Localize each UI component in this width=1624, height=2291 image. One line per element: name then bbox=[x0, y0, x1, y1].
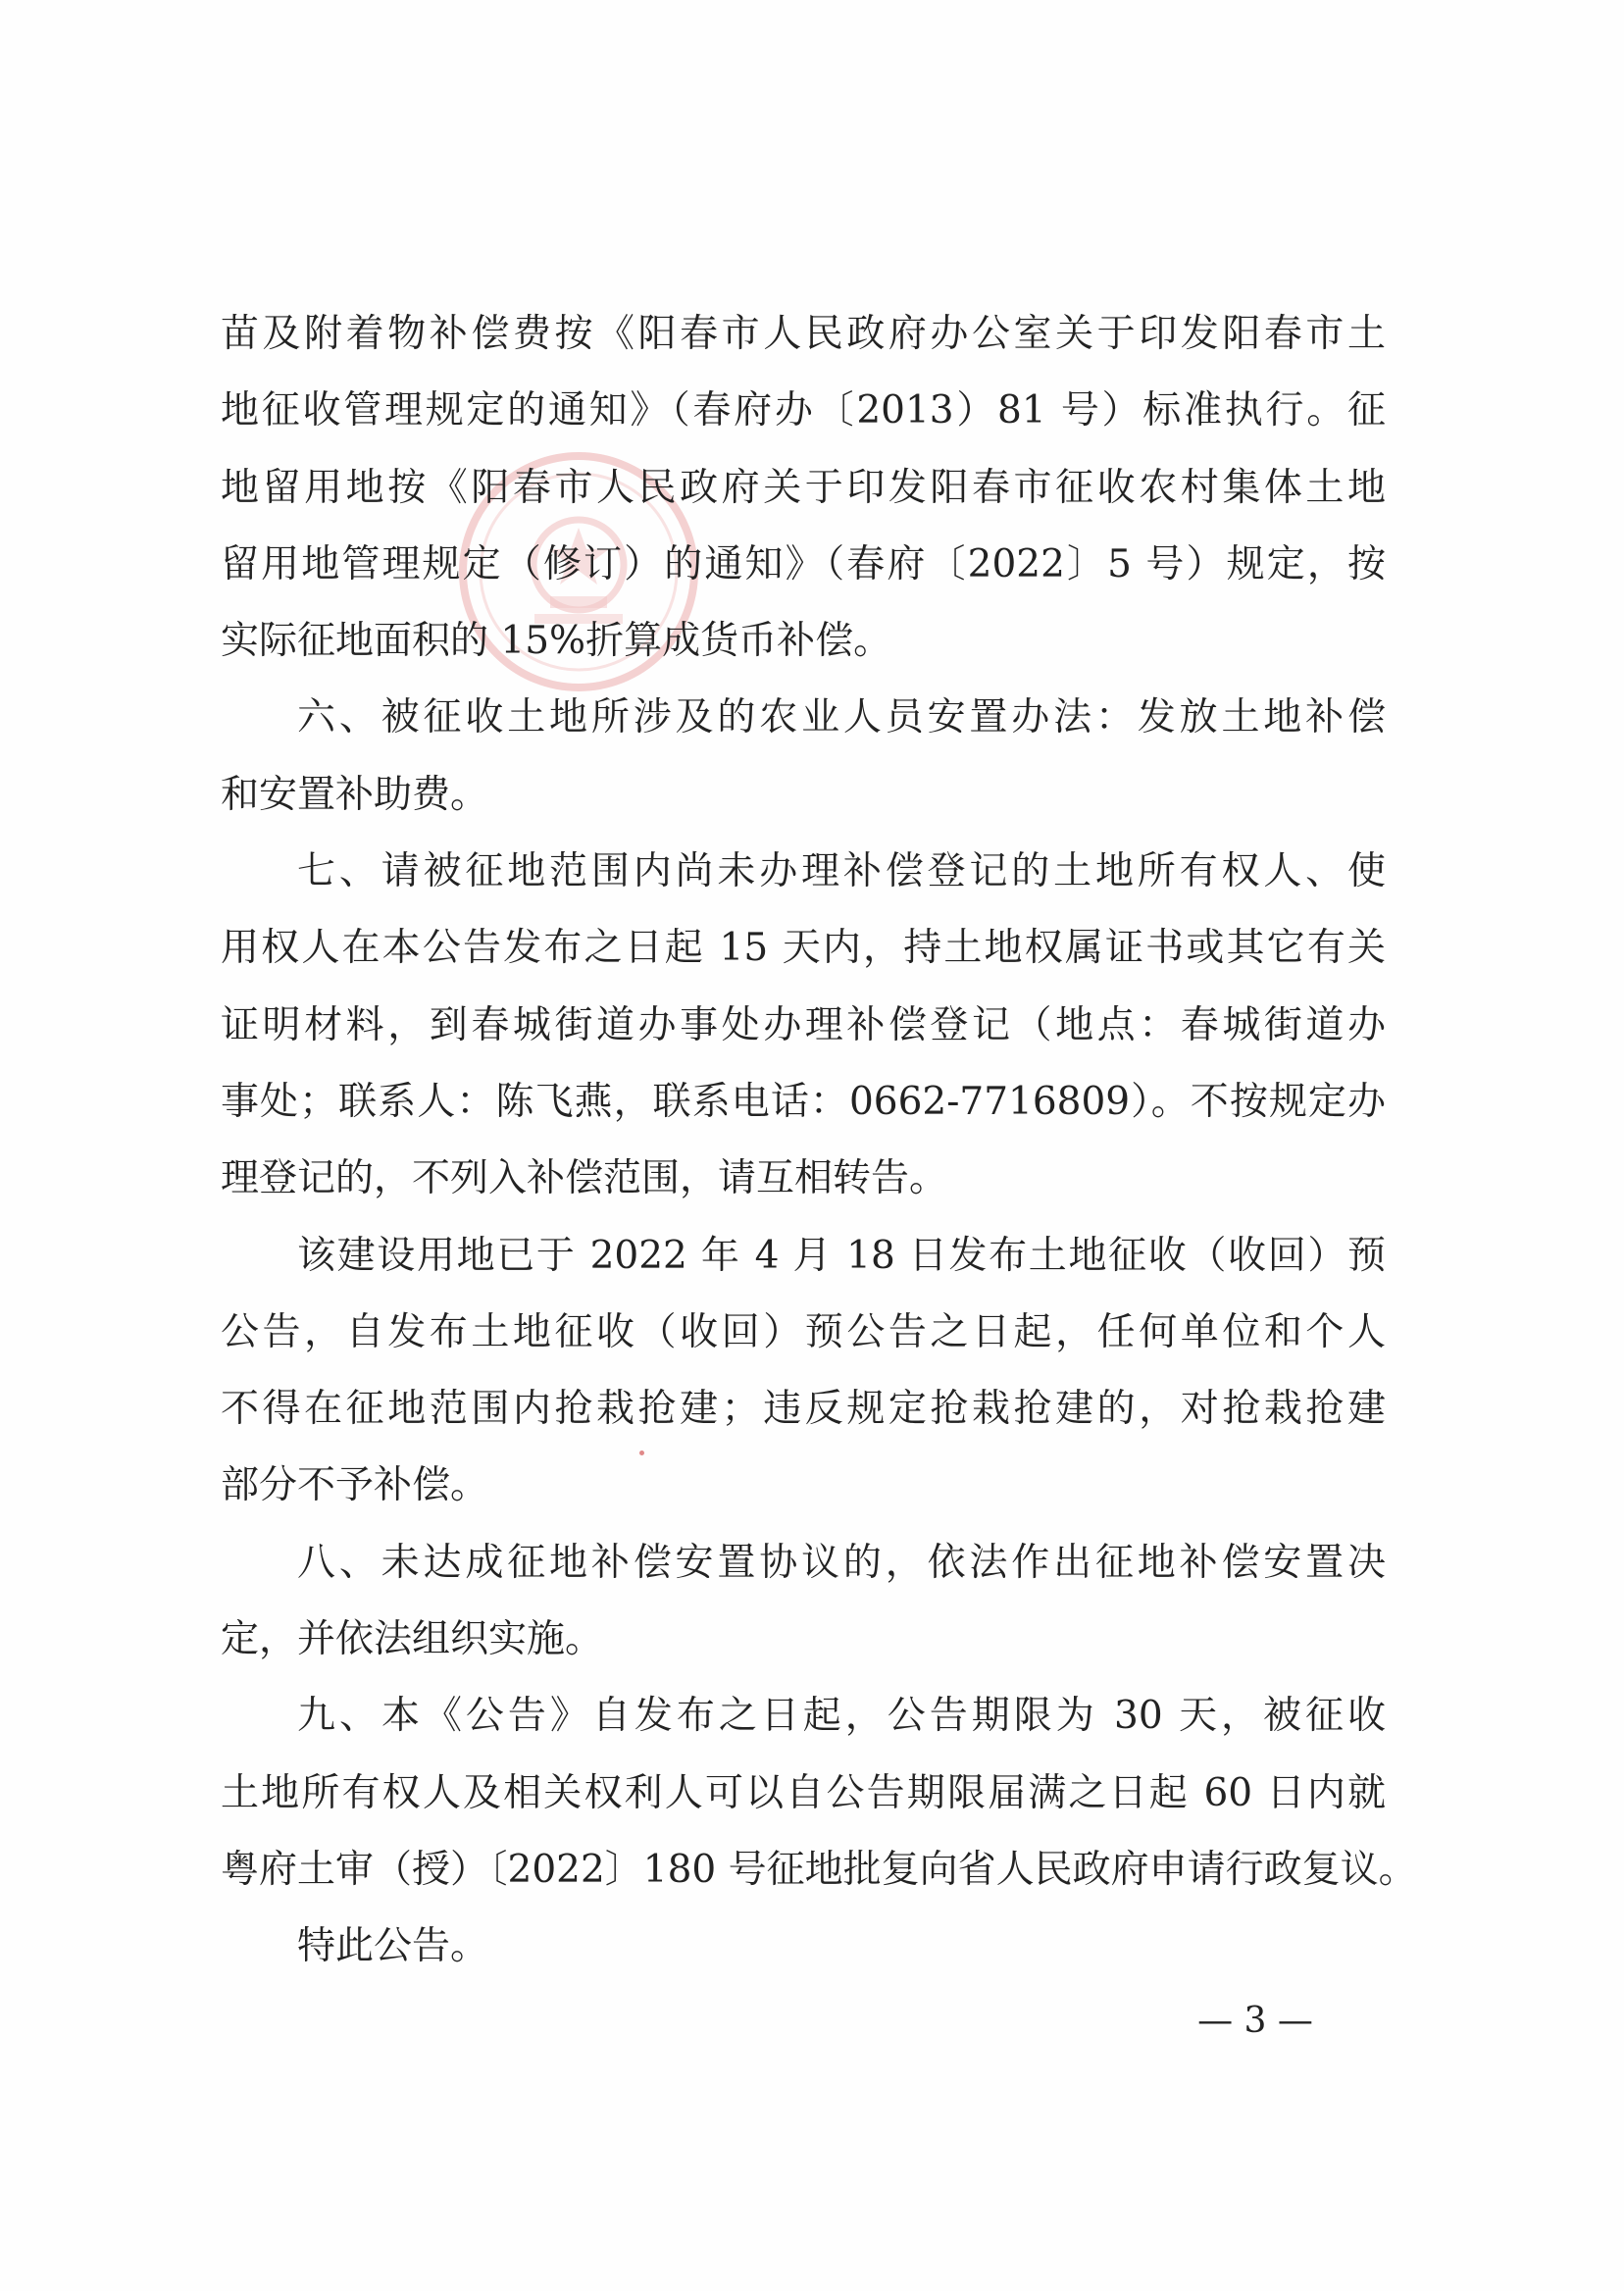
paragraph-line: 六、被征收土地所涉及的农业人员安置办法：发放土地补偿 bbox=[297, 695, 1386, 740]
paragraph bbox=[221, 296, 1386, 680]
paragraph-line: 不得在征地范围内抢栽抢建；违反规定抢栽抢建的，对抢栽抢建 bbox=[221, 1387, 1386, 1432]
paragraph-line: 特此公告。 bbox=[297, 1924, 489, 1969]
paragraph-line: 苗及附着物补偿费按《阳春市人民政府办公室关于印发阳春市土 bbox=[221, 312, 1386, 356]
paragraph-line: 实际征地面积的 15%折算成货币补偿。 bbox=[221, 619, 892, 664]
paragraph-line: 理登记的，不列入补偿范围，请互相转告。 bbox=[221, 1156, 948, 1201]
paragraph-line: 定，并依法组织实施。 bbox=[221, 1617, 604, 1662]
paragraph-line: 地留用地按《阳春市人民政府关于印发阳春市征收农村集体土地 bbox=[221, 465, 1386, 510]
paragraph bbox=[221, 1525, 1386, 1679]
paragraph-line: 公告，自发布土地征收（收回）预公告之日起，任何单位和个人 bbox=[221, 1309, 1386, 1354]
paragraph-line: 部分不予补偿。 bbox=[221, 1463, 489, 1508]
paragraph-line: 粤府土审（授）〔2022〕180 号征地批复向省人民政府申请行政复议。 bbox=[221, 1847, 1417, 1892]
paragraph-line: 七、请被征地范围内尚未办理补偿登记的土地所有权人、使 bbox=[297, 849, 1386, 894]
paragraph-line: 留用地管理规定（修订）的通知》（春府〔2022〕5 号）规定，按 bbox=[221, 541, 1386, 586]
paragraph bbox=[221, 680, 1386, 834]
paragraph-line: 和安置补助费。 bbox=[221, 772, 489, 817]
page-number: — 3 — bbox=[1197, 2001, 1313, 2041]
paragraph bbox=[221, 834, 1386, 1217]
paragraph-line: 用权人在本公告发布之日起 15 天内，持土地权属证书或其它有关 bbox=[221, 926, 1386, 971]
paragraph-line: 地征收管理规定的通知》（春府办〔2013）81 号）标准执行。征 bbox=[221, 388, 1386, 433]
paragraph-line: 土地所有权人及相关权利人可以自公告期限届满之日起 60 日内就 bbox=[221, 1770, 1386, 1815]
paragraph-line: 证明材料，到春城街道办事处办理补偿登记（地点：春城街道办 bbox=[221, 1002, 1386, 1047]
notice-body bbox=[221, 296, 1417, 1986]
paragraph-line: 九、本《公告》自发布之日起，公告期限为 30 天，被征收 bbox=[297, 1694, 1386, 1739]
paragraph-line: 八、未达成征地补偿安置协议的，依法作出征地补偿安置决 bbox=[297, 1540, 1386, 1585]
paragraph-line: 事处；联系人：陈飞燕，联系电话：0662-7716809）。不按规定办 bbox=[221, 1079, 1386, 1124]
paragraph bbox=[221, 1218, 1386, 1525]
paragraph-line: 该建设用地已于 2022 年 4 月 18 日发布土地征收（收回）预 bbox=[297, 1233, 1386, 1278]
paragraph bbox=[221, 1909, 1386, 1985]
paragraph bbox=[221, 1678, 1417, 1909]
